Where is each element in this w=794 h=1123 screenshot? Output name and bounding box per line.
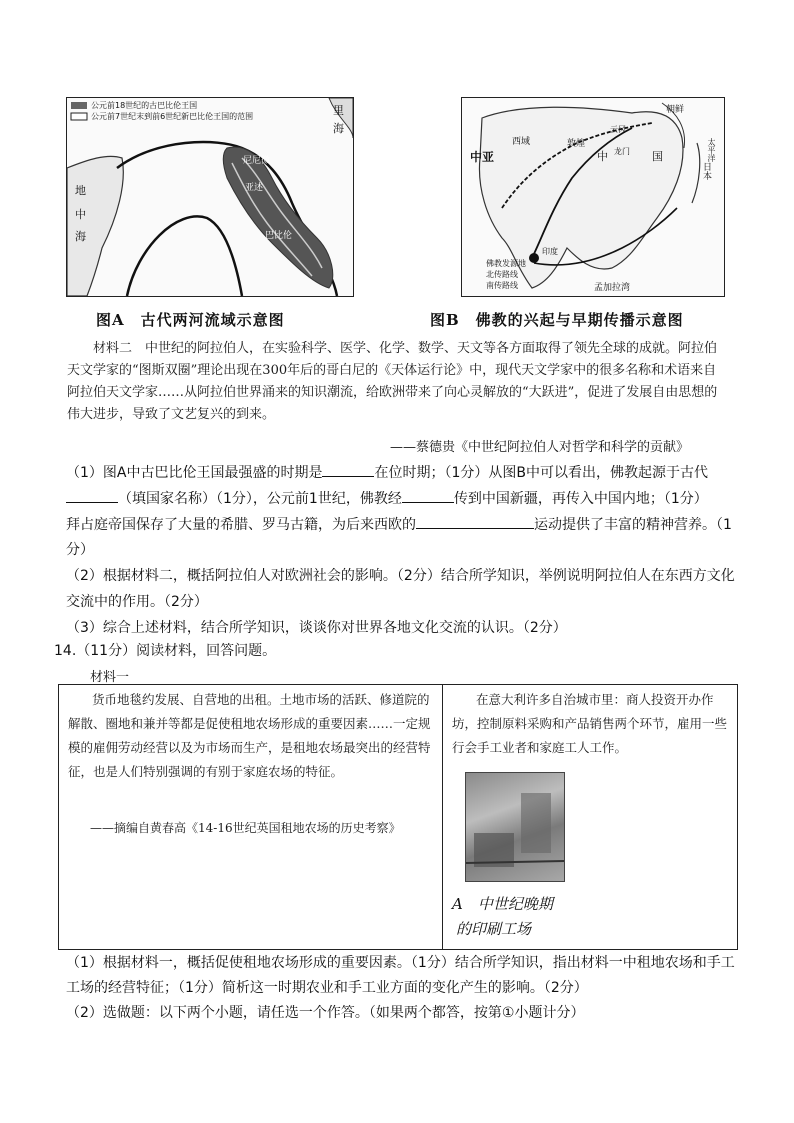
table-left-text: 货币地毯约发展、自营地的出租。土地市场的活跃、修道院的解散、圈地和兼并等都是促使租地农场形成的重要因素……一定规模的雇佣劳动经营以及为市场而生产，是租地农场最突出的经营特征，也是人们特别强调的有别于家庭农场的特征。 [68,692,431,779]
map-b-label-china: 中 [597,150,608,163]
map-a-sea-label-2: 海 [333,122,344,135]
map-a-med-label-2: 中 [75,208,86,221]
material-2-source: ——蔡德贵《中世纪阿拉伯人对哲学和科学的贡献》 [390,440,690,455]
printing-workshop-photo [465,772,565,882]
legend-swatch-dark [71,102,87,109]
map-a-caption: 图A 古代两河流域示意图 [96,311,285,329]
japan-islands [692,143,700,203]
map-a-drawing [67,98,353,296]
map-b-label-central-asia: 中亚 [470,150,495,164]
table-left-source: ——摘编自黄春高《14-16世纪英国租地农场的历史考察》 [90,821,401,835]
map-b-label-bay: 孟加拉湾 [594,283,631,293]
map-b-label-xiyu: 西域 [512,137,531,147]
q14-part1-line1: （1）根据材料一，概括促使租地农场形成的重要因素。（1分）结合所学知识，指出材料一中租地农场和手工 [66,955,735,971]
map-b-label-yungang: 云冈 [610,125,626,134]
q13-text-f: 运动提供了丰富的精神营养。（1 [534,517,732,533]
q14-title: 14.（11分）阅读材料，回答问题。 [54,643,277,659]
map-a [66,97,354,297]
map-a-med-label-1: 地 [75,184,86,197]
q13-part1-line1 [66,462,708,483]
map-b-label-country: 国 [652,150,663,163]
q14-material-1-label: 材料一 [90,670,130,685]
q14-part2: （2）选做题：以下两个小题，请任选一个作答。（如果两个都答，按第①小题计分） [66,1005,585,1021]
q13-text-e: 拜占庭帝国保存了大量的希腊、罗马古籍，为后来西欧的 [66,517,416,533]
answer-blank-3[interactable] [402,488,454,503]
q13-text-a: （1）图A中古巴比伦王国最强盛的时期是 [66,465,323,481]
map-b-legend-3: 南传路线 [486,281,518,290]
map-a-legend-2: 公元前7世纪末到前6世纪新巴比伦王国的范围 [91,112,254,121]
material-2-text: 材料二 中世纪的阿拉伯人，在实验科学、医学、化学、数学、天文等各方面取得了领先全球的成就。阿拉伯天文学家的“图斯双圈”理论出现在300年后的哥白尼的《天体运行论》中，现代天文学家中的很多名称和术语来自阿拉伯天文学家……从阿拉伯世界涌来的知识潮流，给欧洲带来了向心灵解放的“大跃进”，促进了发展自由思想的伟大进步，导致了文艺复兴的到来。 [67,341,718,422]
q14-part1-line2: 工场的经营特征；（1分）简析这一时期农业和手工业方面的变化产生的影响。（2分） [66,980,588,996]
map-b-label-korea: 朝鲜 [666,105,685,115]
map-b-label-india: 印度 [542,247,558,256]
table-divider [442,684,443,949]
q13-text-d: 传到中国新疆，再传入中国内地；（1分） [453,491,708,507]
map-b [461,97,725,297]
photo-detail [466,773,564,881]
q13-part3: （3）综合上述材料，结合所学知识，谈谈你对世界各地文化交流的认识。（2分） [66,620,567,636]
map-b-legend-1: 佛教发源地 [486,259,526,268]
map-b-label-longmen: 龙门 [614,147,630,156]
map-b-legend-2: 北传路线 [486,270,518,279]
answer-blank-1[interactable] [322,462,374,477]
q13-part1-line4: 分） [66,542,94,558]
origin-marker [529,253,539,263]
answer-blank-2[interactable] [66,488,118,503]
legend-swatch-outline [71,113,87,120]
answer-blank-4[interactable] [416,514,534,529]
mediterranean-coast [67,156,123,296]
q13-part2-line1: （2）根据材料二，概括阿拉伯人对欧洲社会的影响。（2分）结合所学知识，举例说明阿拉伯人在东西方文化 [66,568,735,584]
map-b-caption: 图B 佛教的兴起与早期传播示意图 [430,311,684,329]
q13-text-b: 在位时期；（1分）从图B中可以看出，佛教起源于古代 [374,465,708,481]
map-b-label-dunhuang: 敦煌 [567,139,586,149]
map-a-legend-1: 公元前18世纪的古巴比伦王国 [91,101,198,110]
map-b-label-pacific: 太平洋 [707,138,716,162]
q13-part1-line2 [66,488,708,509]
map-b-label-japan: 日本 [701,162,711,180]
q13-text-c: （填国家名称）（1分），公元前1世纪，佛教经 [118,491,402,507]
map-a-city-assur: 亚述 [245,183,264,193]
map-a-med-label-3: 海 [75,230,86,243]
photo-caption-2: 的印刷工场 [456,920,532,938]
q13-part1-line3 [66,514,732,535]
q13-part2-line2: 交流中的作用。（2分） [66,594,208,610]
map-a-city-babylon: 巴比伦 [265,231,293,241]
photo-caption-1: A 中世纪晚期 [452,895,553,913]
map-a-city-nineveh: 尼尼微 [243,156,271,166]
map-a-sea-label-1: 里 [333,104,344,117]
old-babylon-region [223,147,333,288]
table-right-text: 在意大利许多自治城市里：商人投资开办作坊，控制原料采购和产品销售两个环节，雇用一些行会手工业者和家庭工人工作。 [452,692,728,755]
